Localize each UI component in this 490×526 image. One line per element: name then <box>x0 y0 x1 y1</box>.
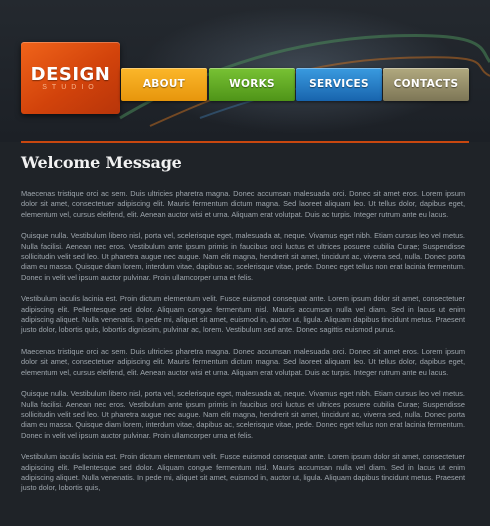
body-paragraph: Maecenas tristique orci ac sem. Duis ultricies pharetra magna. Donec accumsan malesuada orci. Donec sit amet eros. Lorem ipsum dolor sit amet, consectetuer adipiscing elit. Mauris fermentum dictum magna. Sed laoreet aliquam leo. Ut tellus dolor, dapibus eget, elementum vel, cursus eleifend, elit. Aenean auctor wisi et urna. Aliquam erat volutpat. Duis ac turpis. Integer rutrum ante eu lacus. <box>21 189 465 219</box>
body-paragraph: Quisque nulla. Vestibulum libero nisl, porta vel, scelerisque eget, malesuada at, neque. Vivamus eget nibh. Etiam cursus leo vel metus. Nulla facilisi. Aenean nec eros. Vestibulum ante ipsum primis in faucibus orci luctus et ultrices posuere cubilia Curae; Suspendisse sollicitudin velit sed leo. Ut pharetra augue nec augue. Nam elit magna, hendrerit sit amet, tincidunt ac, viverra sed, nulla. Donec porta diam eu massa. Quisque diam lorem, interdum vitae, dapibus ac, scelerisque vitae, pede. Donec eget tellus non erat lacinia fermentum. Donec in velit vel ipsum auctor pulvinar. Proin ullamcorper urna et felis. <box>21 389 465 440</box>
header <box>0 0 490 142</box>
body-paragraph: Maecenas tristique orci ac sem. Duis ultricies pharetra magna. Donec accumsan malesuada orci. Donec sit amet eros. Lorem ipsum dolor sit amet, consectetuer adipiscing elit. Mauris fermentum dictum magna. Sed laoreet aliquam leo. Ut tellus dolor, dapibus eget, elementum vel, cursus eleifend, elit. Aenean auctor wisi et urna. Aliquam erat volutpat. Duis ac turpis. Integer rutrum ante eu lacus. <box>21 346 465 377</box>
logo[interactable] <box>21 42 120 114</box>
nav-services-button[interactable]: SERVICES <box>296 68 382 101</box>
logo-subtitle: STUDIO <box>42 84 99 91</box>
body-paragraph: Vestibulum iaculis lacinia est. Proin dictum elementum velit. Fusce euismod consequat ante. Lorem ipsum dolor sit amet, consectetuer adipiscing elit. Pellentesque sed dolor. Aliquam congue fermentum nisl. Mauris accumsan nulla vel diam. Sed in lacus ut enim adipiscing aliquet. Nulla venenatis. In pede mi, aliquet sit amet, euismod in, auctor ut, ligula. Aliquam dapibus tincidunt metus. Praesent justo dolor, lobortis quis, <box>21 452 465 493</box>
body-paragraph: Vestibulum iaculis lacinia est. Proin dictum elementum velit. Fusce euismod consequat ante. Lorem ipsum dolor sit amet, consectetuer adipiscing elit. Pellentesque sed dolor. Aliquam congue fermentum nisl. Mauris accumsan nulla vel diam. Sed in lacus ut enim adipiscing aliquet. Nulla venenatis. In pede mi, aliquet sit amet, euismod in, auctor ut, ligula. Aliquam dapibus tincidunt metus. Praesent justo dolor, lobortis quis, lobortis dignissim, pulvinar ac, lorem. Vestibulum sed ante. Donec sagittis euismod purus. <box>21 294 465 335</box>
body-paragraph: Quisque nulla. Vestibulum libero nisl, porta vel, scelerisque eget, malesuada at, neque. Vivamus eget nibh. Etiam cursus leo vel metus. Nulla facilisi. Aenean nec eros. Vestibulum ante ipsum primis in faucibus orci luctus et ultrices posuere cubilia Curae; Suspendisse sollicitudin velit sed leo. Ut pharetra augue nec augue. Nam elit magna, hendrerit sit amet, tincidunt ac, viverra sed, nulla. Donec porta diam eu massa. Quisque diam lorem, interdum vitae, dapibus ac, scelerisque vitae, pede. Donec eget tellus non erat lacinia fermentum. Donec in velit vel ipsum auctor pulvinar. Proin ullamcorper urna et felis. <box>21 231 465 282</box>
main-content <box>21 153 465 505</box>
header-divider <box>21 141 469 143</box>
nav-works-button[interactable]: WORKS <box>209 68 295 101</box>
logo-title: DESIGN <box>30 64 111 85</box>
nav-contacts-button[interactable]: CONTACTS <box>383 68 469 101</box>
page-title: Welcome Message <box>21 153 182 172</box>
nav-about-button[interactable]: ABOUT <box>121 68 207 101</box>
